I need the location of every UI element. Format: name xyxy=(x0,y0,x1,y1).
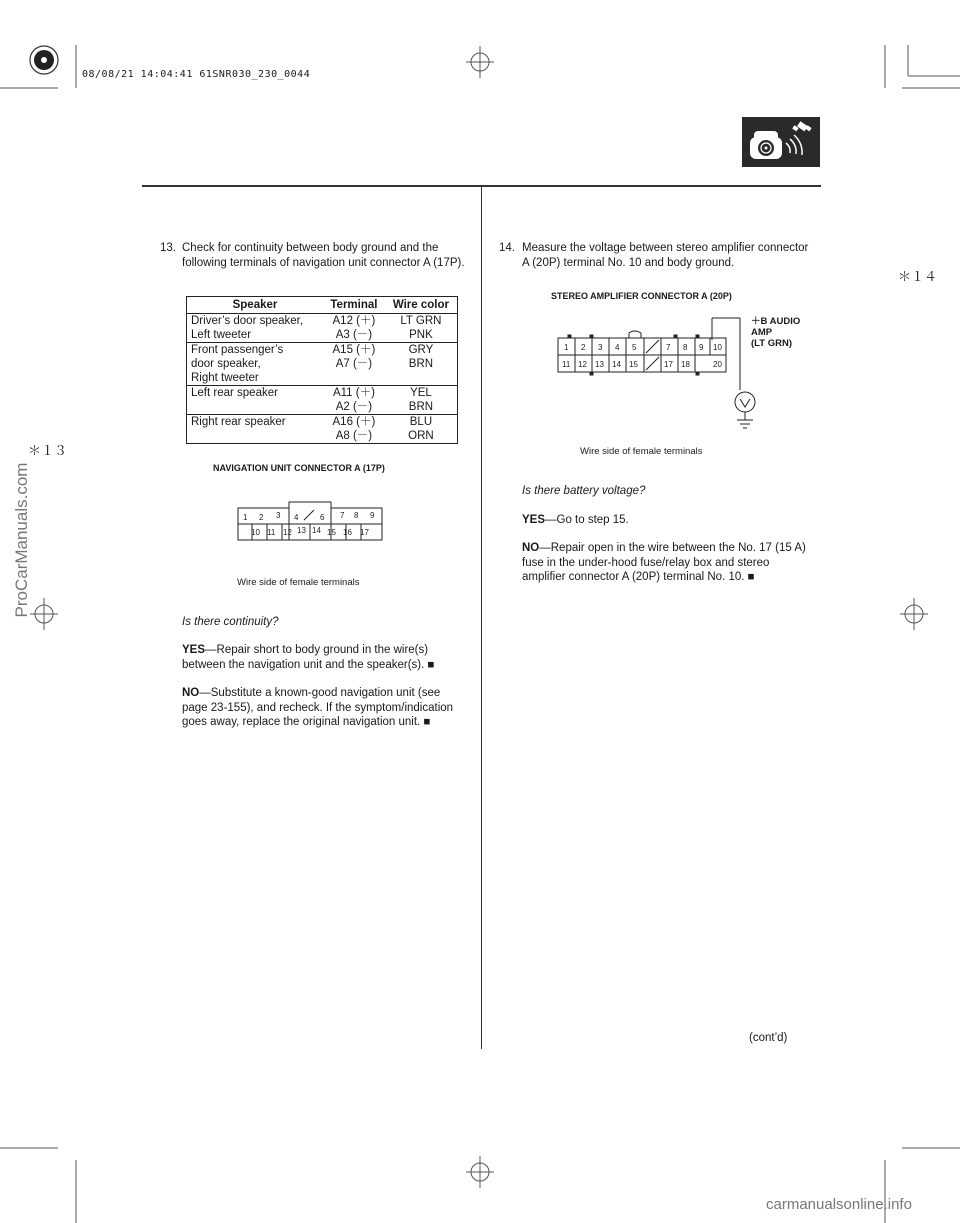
no-text: Substitute a known-good navigation unit (see page 23-155), and recheck. If the symptom/indication goes away, replace the original navigation unit. xyxy=(182,687,454,728)
side-mark-right: ＊１４ xyxy=(898,269,938,284)
nav-pin-label: 9 xyxy=(370,511,375,520)
registration-target-icon xyxy=(30,46,58,74)
amp-pin-label: 13 xyxy=(595,360,604,369)
print-stamp: 08/08/21 14:04:41 61SNR030_230_0044 xyxy=(82,69,311,80)
col-wire-color-header: Wire color xyxy=(385,297,458,314)
col-speaker-header: Speaker xyxy=(187,297,324,314)
nav-pin-label: 13 xyxy=(297,526,306,535)
amp-pin-label: 8 xyxy=(683,343,688,352)
end-square-icon: ■ xyxy=(747,571,755,583)
nav-pin-label: 15 xyxy=(327,528,336,537)
nav-pin-label: 1 xyxy=(243,513,248,522)
nav-unit-connector-diagram xyxy=(234,500,386,544)
yes-label: YES xyxy=(522,514,546,526)
col-terminal-header: Terminal xyxy=(323,297,385,314)
amp-pin-label: 9 xyxy=(699,343,704,352)
nav-pin-label: 17 xyxy=(360,528,369,537)
no-text: Repair open in the wire between the No. 17 (15 A) fuse in the under-hood fuse/relay box and stereo amplifier connector A (20P) terminal No. 10. xyxy=(522,542,806,583)
amp-pin-label: 1 xyxy=(564,343,569,352)
wire-color-cell: BRN xyxy=(408,358,434,370)
nav-pin-label: 8 xyxy=(354,511,359,520)
terminal-cell: A16 (＋) xyxy=(323,415,385,430)
speaker-cell: Left rear speaker xyxy=(187,386,324,415)
end-square-icon: ■ xyxy=(427,658,435,671)
wire-color-cell: LT GRN xyxy=(385,314,458,329)
step14-no: NO—Repair open in the wire between the No. 17 (15 A) fuse in the under-hood fuse/relay box and stereo amplifier connector A (20P) terminal No. 10. ■ xyxy=(522,542,806,583)
nav-connector-caption: Wire side of female terminals xyxy=(237,577,360,588)
amp-connector-title: STEREO AMPLIFIER CONNECTOR A (20P) xyxy=(551,291,732,301)
callout-line: AMP xyxy=(751,327,773,338)
table-header-row xyxy=(187,297,458,314)
wire-color-cell: GRY xyxy=(385,343,458,358)
continued-note: (cont’d) xyxy=(749,1032,788,1044)
step14-instruction: Measure the voltage between stereo amplifier connector A (20P) terminal No. 10 and body ground. xyxy=(522,242,809,269)
step13-no: NO—Substitute a known-good navigation unit (see page 23-155), and recheck. If the symptom/indication goes away, replace the original navigation unit. ■ xyxy=(182,687,454,728)
speaker-cell: Driver’s door speaker, Left tweeter xyxy=(187,314,324,343)
amp-pin-label: 4 xyxy=(615,343,620,352)
yes-label: YES xyxy=(182,644,206,656)
step13-number: 13. xyxy=(160,242,176,254)
amp-connector-caption: Wire side of female terminals xyxy=(580,446,703,457)
speaker-cell: Front passenger’s door speaker, Right tweeter xyxy=(187,343,324,386)
nav-pin-label: 14 xyxy=(312,526,321,535)
callout-line: (LT GRN) xyxy=(751,338,792,349)
terminal-cell: A11 (＋) xyxy=(323,386,385,401)
wire-color-cell: YEL xyxy=(385,386,458,401)
terminal-cell: A3 (－) xyxy=(335,329,373,341)
amp-pin-label: 14 xyxy=(612,360,621,369)
end-square-icon: ■ xyxy=(423,716,431,728)
nav-pin-label: 4 xyxy=(294,513,299,522)
amp-callout xyxy=(751,316,800,349)
table-row xyxy=(187,415,458,430)
no-label: NO xyxy=(522,542,540,554)
amp-pin-label: 11 xyxy=(562,360,571,369)
speaker-terminal-table xyxy=(186,296,458,444)
step13-yes: YES—Repair short to body ground in the wire(s) between the navigation unit and the speaker(s). ■ xyxy=(182,644,435,671)
step13-question: Is there continuity? xyxy=(182,616,279,628)
nav-pin-label: 3 xyxy=(276,511,281,520)
step14-number: 14. xyxy=(499,242,515,254)
wire-color-cell: PNK xyxy=(409,329,433,341)
terminal-cell: A15 (＋) xyxy=(323,343,385,358)
wire-color-cell: BRN xyxy=(408,401,434,413)
side-mark-left: ＊１３ xyxy=(28,443,68,458)
speaker-cell: Right rear speaker xyxy=(187,415,324,444)
step14-question: Is there battery voltage? xyxy=(522,485,646,497)
nav-pin-label: 12 xyxy=(283,528,292,537)
amp-pin-label: 18 xyxy=(681,360,690,369)
amp-pin-label: 10 xyxy=(713,343,722,352)
amp-pin-label: 5 xyxy=(632,343,637,352)
wire-color-cell: BLU xyxy=(385,415,458,430)
nav-pin-label: 11 xyxy=(267,528,276,537)
nav-pin-label: 6 xyxy=(320,513,325,522)
table-row xyxy=(187,343,458,358)
no-label: NO xyxy=(182,687,200,699)
step14-yes: YES—Go to step 15. xyxy=(522,514,629,526)
amp-pin-label: 20 xyxy=(713,360,722,369)
step13-instruction: Check for continuity between body ground and the following terminals of navigation unit connector A (17P). xyxy=(182,242,465,269)
side-watermark: ProCarManuals.com xyxy=(12,462,31,618)
yes-text: Repair short to body ground in the wire(s) between the navigation unit and the speaker(s). xyxy=(182,644,429,671)
terminal-cell: A7 (－) xyxy=(335,358,373,370)
wire-color-cell: ORN xyxy=(408,430,434,442)
nav-pin-label: 10 xyxy=(251,528,260,537)
amp-pin-label: 2 xyxy=(581,343,586,352)
audio-navigation-section-icon xyxy=(742,117,820,167)
amp-pin-label: 3 xyxy=(598,343,603,352)
footer-watermark: carmanualsonline.info xyxy=(766,1196,912,1213)
callout-line: ＋B AUDIO xyxy=(751,316,801,327)
amp-pin-label: 7 xyxy=(666,343,671,352)
amp-pin-label: 15 xyxy=(629,360,638,369)
table-row xyxy=(187,386,458,401)
nav-pin-label: 2 xyxy=(259,513,264,522)
terminal-cell: A12 (＋) xyxy=(323,314,385,329)
table-row xyxy=(187,314,458,329)
terminal-cell: A2 (－) xyxy=(335,401,373,413)
nav-pin-label: 16 xyxy=(343,528,352,537)
terminal-cell: A8 (－) xyxy=(335,430,373,442)
column-divider xyxy=(481,187,482,1049)
amp-pin-label: 17 xyxy=(664,360,673,369)
amp-pin-label: 12 xyxy=(578,360,587,369)
nav-pin-label: 7 xyxy=(340,511,345,520)
nav-connector-title: NAVIGATION UNIT CONNECTOR A (17P) xyxy=(213,463,385,473)
yes-text: Go to step 15. xyxy=(556,514,629,526)
stereo-amp-connector-diagram xyxy=(556,310,766,432)
